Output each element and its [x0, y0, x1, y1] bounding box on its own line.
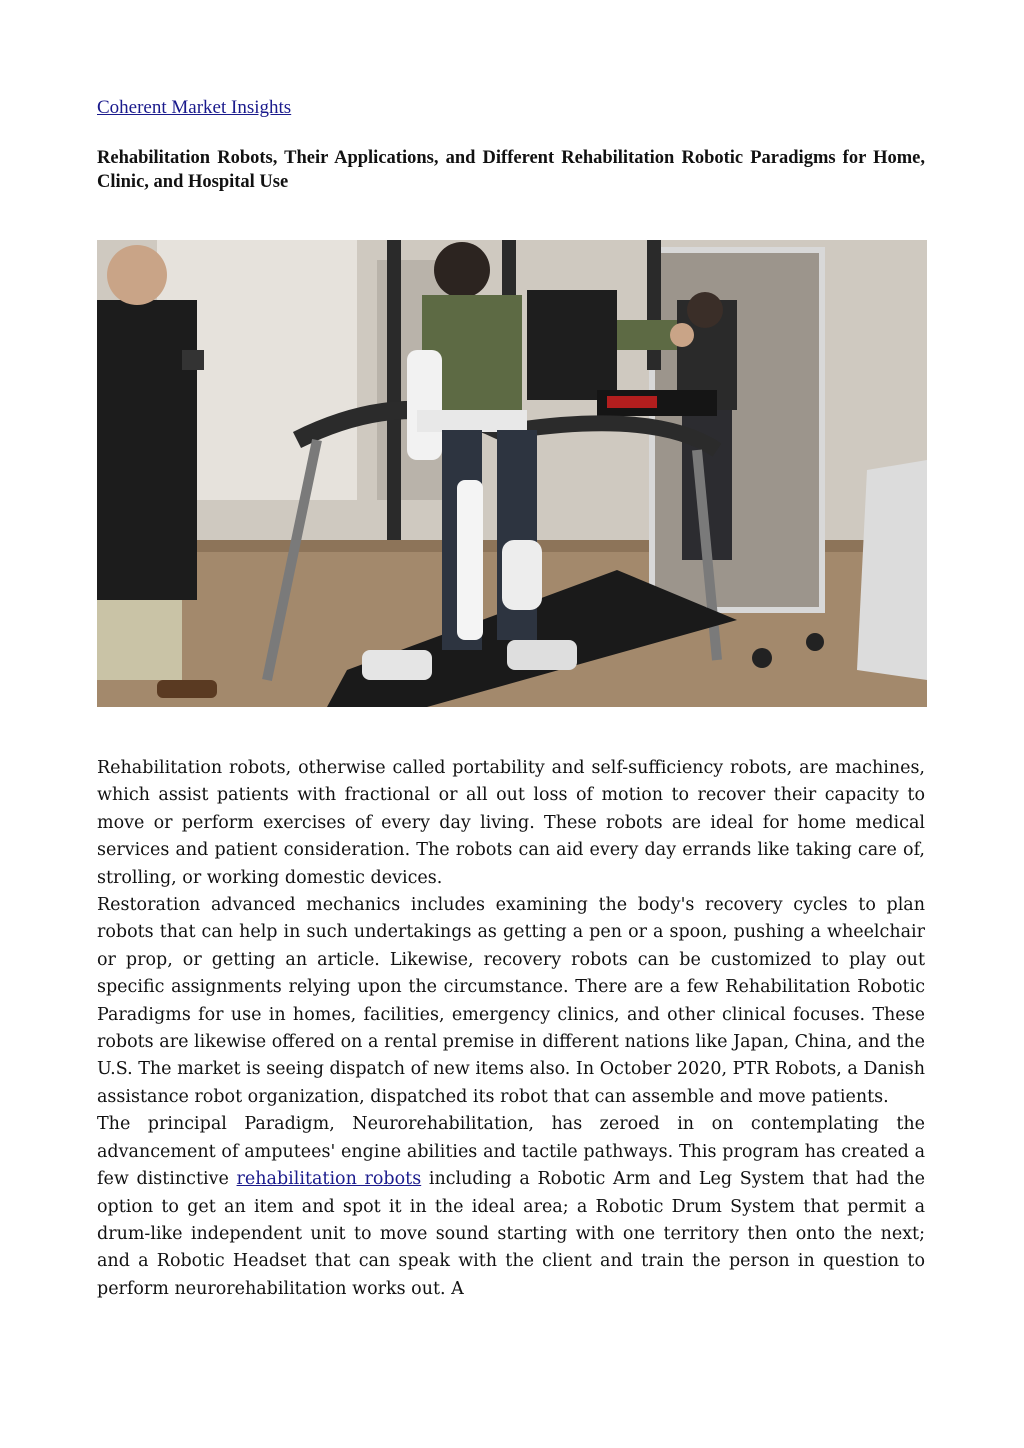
rehabilitation-robots-link[interactable]: rehabilitation robots: [236, 1169, 422, 1190]
source-link[interactable]: Coherent Market Insights: [97, 97, 292, 118]
article-title: Rehabilitation Robots, Their Applications, and Different Rehabilitation Robotic Paradigms for Home, Clinic, and Hospital Use: [97, 148, 925, 192]
rehab-robot-photo-illustration: [97, 240, 927, 707]
article-body: [97, 755, 925, 1303]
article-photo: [97, 240, 927, 707]
paragraph-3-start: The principal Paradigm, Neurorehabilitation, has zeroed in on contemplating the advancement of amputees' engine abilities and tactile pathways. This program has created a few distinctive: [97, 1114, 925, 1190]
paragraph-2: Restoration advanced mechanics includes examining the body's recovery cycles to plan robots that can help in such undertakings as getting a pen or a spoon, pushing a wheelchair or prop, or getting an article. Likewise, recovery robots can be customized to play out specific assignments relying upon the circumstance. There are a few Rehabilitation Robotic Paradigms for use in homes, facilities, emergency clinics, and other clinical focuses. These robots are likewise offered on a rental premise in different nations like Japan, China, and the U.S. The market is seeing dispatch of new items also. In October 2020, PTR Robots, a Danish assistance robot organization, dispatched its robot that can assemble and move patients.: [97, 895, 925, 1107]
paragraph-3: [97, 1111, 925, 1303]
paragraph-3-end: including a Robotic Arm and Leg System that had the option to get an item and spot it in the ideal area; a Robotic Drum System that permit a drum-like independent unit to move sound starting with one territory then onto the next; and a Robotic Headset that can speak with the client and train the person in question to perform neurorehabilitation works out. A: [97, 1169, 925, 1299]
paragraph-1: Rehabilitation robots, otherwise called portability and self-sufficiency robots, are machines, which assist patients with fractional or all out loss of motion to recover their capacity to move or perform exercises of every day living. These robots are ideal for home medical services and patient consideration. The robots can aid every day errands like taking care of, strolling, or working domestic devices.: [97, 758, 925, 888]
